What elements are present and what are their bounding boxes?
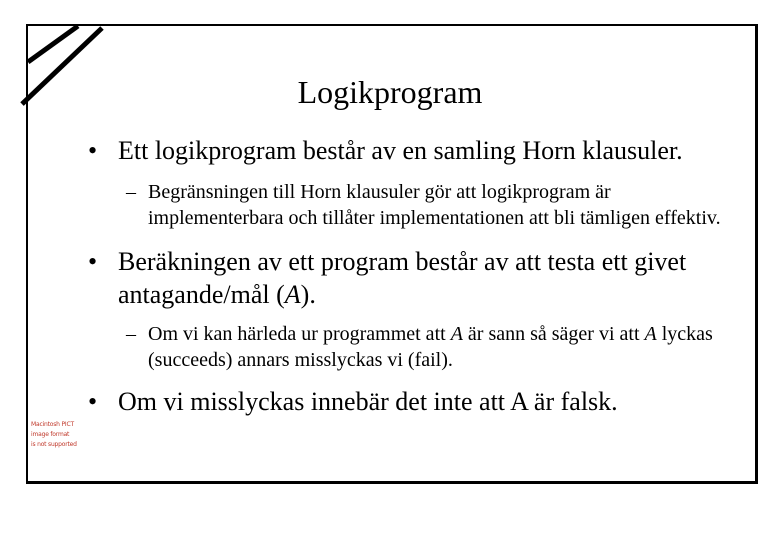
bullet-1-text: Ett logikprogram består av en samling Horn klausuler. <box>118 136 683 165</box>
bullet-2 <box>88 245 728 311</box>
bullet-1 <box>88 134 728 167</box>
bullet-dot: • <box>88 387 98 416</box>
bullet-3-text: Om vi misslyckas innebär det inte att A är falsk. <box>118 387 618 416</box>
sub-dash: – <box>126 323 136 345</box>
bullet-2-text: Beräkningen av ett program består av att testa ett givet antagande/mål (A). <box>118 247 687 309</box>
bullet-dot: • <box>88 247 98 276</box>
unsupported-image-placeholder: Macintosh PICT image format is not supported <box>31 421 77 448</box>
bullet-3 <box>88 385 728 418</box>
bullet-dot: • <box>88 136 98 165</box>
sub-bullet-1-text: Begränsningen till Horn klausuler gör att logikprogram är implementerbara och tillåter implementationen att bli tämligen effektiv. <box>148 181 721 229</box>
sub-bullet-1 <box>88 179 728 231</box>
slide-content <box>88 134 728 418</box>
sub-dash: – <box>126 181 136 203</box>
sub-bullet-2 <box>88 321 728 373</box>
slide-title: Logikprogram <box>297 74 483 110</box>
sub-bullet-2-text: Om vi kan härleda ur programmet att A är sann så säger vi att A lyckas (succeeds) annars misslyckas vi (fail). <box>148 323 713 371</box>
